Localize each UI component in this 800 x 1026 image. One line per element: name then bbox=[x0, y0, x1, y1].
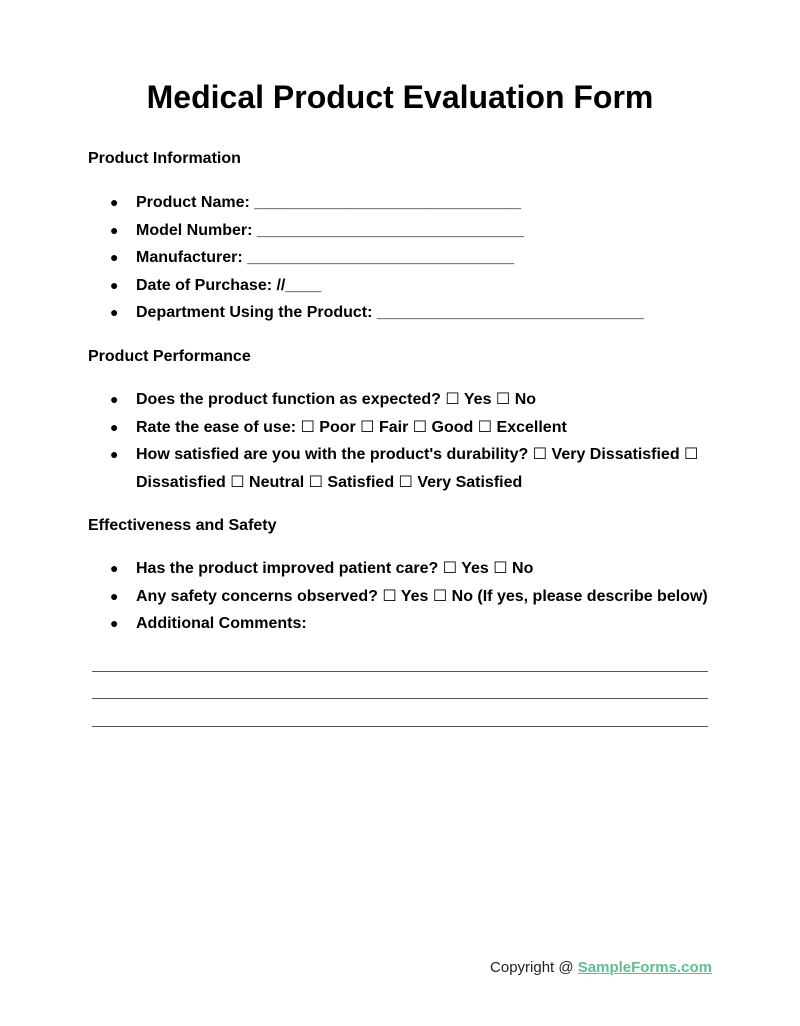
list-item bbox=[88, 217, 728, 245]
date-of-purchase-field[interactable]: Date of Purchase: //____ bbox=[136, 276, 321, 294]
comment-line-3[interactable] bbox=[92, 726, 708, 727]
list-item bbox=[88, 189, 728, 217]
bullet-icon: ● bbox=[110, 587, 119, 604]
product-information-list bbox=[88, 189, 728, 327]
bullet-icon: ● bbox=[110, 418, 119, 435]
list-item bbox=[88, 555, 728, 583]
safety-concerns-question[interactable]: Any safety concerns observed? ☐ Yes ☐ No (If yes, please describe below) bbox=[136, 587, 708, 605]
list-item bbox=[88, 386, 728, 414]
section-heading-product-information: Product Information bbox=[88, 150, 241, 167]
page-title: Medical Product Evaluation Form bbox=[146, 79, 654, 115]
department-field[interactable]: Department Using the Product: ______________________________ bbox=[136, 304, 644, 321]
list-item bbox=[88, 272, 728, 300]
durability-satisfaction-question[interactable]: How satisfied are you with the product's durability? ☐ Very Dissatisfied ☐ Dissatisfied ☐ Neutral ☐ Satisfied ☐ Very Satisfied bbox=[136, 446, 699, 491]
additional-comments-label: Additional Comments: bbox=[136, 615, 307, 632]
list-item bbox=[88, 299, 728, 327]
effectiveness-safety-list bbox=[88, 555, 728, 638]
model-number-field[interactable]: Model Number: ______________________________ bbox=[136, 221, 524, 239]
section-heading-effectiveness-safety: Effectiveness and Safety bbox=[88, 517, 277, 534]
copyright-footer bbox=[490, 958, 712, 978]
patient-care-question[interactable]: Has the product improved patient care? ☐ Yes ☐ No bbox=[136, 560, 534, 577]
bullet-icon: ● bbox=[110, 276, 119, 293]
bullet-icon: ● bbox=[110, 304, 119, 320]
bullet-icon: ● bbox=[110, 446, 119, 462]
product-performance-list bbox=[88, 386, 728, 496]
comment-line-1[interactable] bbox=[92, 671, 708, 672]
list-item bbox=[88, 244, 728, 272]
product-name-field[interactable]: Product Name: ______________________________ bbox=[136, 194, 522, 211]
brand-link[interactable]: SampleForms.com bbox=[577, 959, 712, 976]
bullet-icon: ● bbox=[110, 615, 119, 631]
comment-line-2[interactable] bbox=[92, 698, 708, 699]
list-item bbox=[88, 441, 728, 496]
bullet-icon: ● bbox=[110, 560, 119, 576]
bullet-icon: ● bbox=[110, 249, 119, 265]
list-item bbox=[88, 414, 728, 442]
list-item bbox=[88, 583, 728, 611]
ease-of-use-question[interactable]: Rate the ease of use: ☐ Poor ☐ Fair ☐ Good ☐ Excellent bbox=[136, 418, 567, 436]
function-expected-question[interactable]: Does the product function as expected? ☐ Yes ☐ No bbox=[136, 391, 537, 408]
manufacturer-field[interactable]: Manufacturer: ______________________________ bbox=[136, 249, 515, 266]
bullet-icon: ● bbox=[110, 391, 119, 407]
copyright-text: Copyright @ bbox=[490, 959, 578, 976]
bullet-icon: ● bbox=[110, 221, 119, 238]
list-item bbox=[88, 610, 728, 638]
section-heading-product-performance: Product Performance bbox=[88, 348, 251, 365]
bullet-icon: ● bbox=[110, 194, 119, 210]
